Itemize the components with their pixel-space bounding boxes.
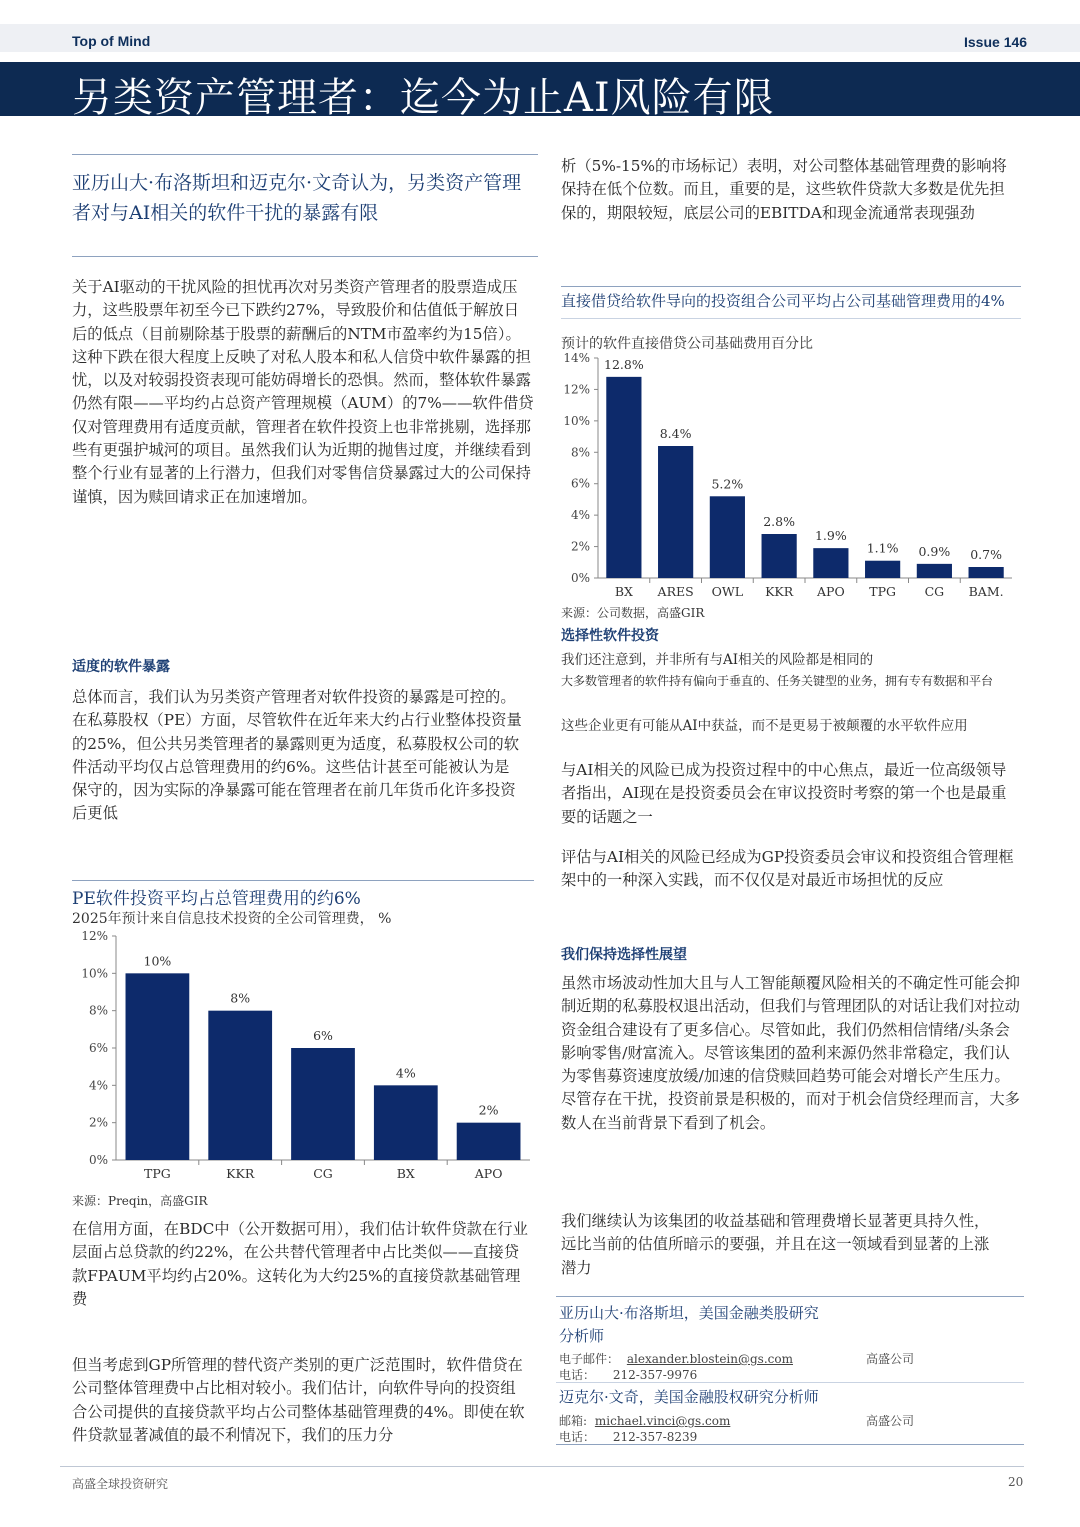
bullet-text: 大多数管理者的软件持有偏向于垂直的、任务关键型的业务，拥有专有数据和平台: [561, 674, 994, 688]
email-label: 电子邮件：: [559, 1352, 620, 1366]
page-number: 20: [1008, 1475, 1024, 1489]
y-tick-label: 0%: [570, 571, 590, 585]
data-label: 8.4%: [659, 426, 692, 441]
phone-label: 电话：: [559, 1430, 596, 1444]
phone-number: 212-357-9976: [612, 1368, 698, 1382]
x-tick-label: TPG: [869, 584, 896, 599]
section-heading: 选择性软件投资: [561, 627, 659, 643]
paragraph: 虽然市场波动性加大且与人工智能颠覆风险相关的不确定性可能会抑制近期的私募股权退出活动，但我们与管理团队的对话让我们对拉动资金组合建设有了更多信心。尽管如此，我们仍然相信情绪/头条会影响零售/财富流入。尽管该集团的盈利来源仍然非常稳定，我们认为零售募资速度放缓/加速的信贷赎回趋势可能会对增长产生压力。尽管存在干扰，投资前景是积极的，而对于机会信贷经理而言，大多数人在当前背景下看到了机会。: [561, 974, 1020, 1132]
bar-apo: [813, 548, 848, 578]
email-row: [559, 1350, 793, 1367]
bullet-text: 这些企业更有可能从AI中获益，而不是更易于被颠覆的水平软件应用: [561, 718, 968, 734]
data-label: 1.9%: [814, 528, 847, 544]
y-tick-label: 10%: [81, 966, 108, 981]
y-tick-label: 12%: [81, 929, 108, 943]
data-label: 4%: [395, 1065, 416, 1081]
data-label: 1.1%: [866, 540, 899, 556]
contact-name: 亚历山大·布洛斯坦，美国金融类股研究: [559, 1304, 819, 1322]
bar-owl: [710, 496, 745, 578]
bar-bam: [969, 567, 1004, 578]
bar-bx: [606, 377, 641, 578]
firm-name: 高盛公司: [866, 1352, 915, 1366]
x-tick-label: BAM.: [968, 584, 1004, 599]
section-heading: 适度的软件暴露: [72, 658, 170, 674]
x-tick-label: APO: [817, 584, 845, 599]
chart-source: 来源：Preqin，高盛GIR: [72, 1194, 208, 1208]
firm-name: 高盛公司: [866, 1414, 915, 1428]
bar-bx: [374, 1085, 438, 1160]
y-tick-label: 4%: [88, 1078, 108, 1093]
paragraph: 析（5%-15%的市场标记）表明，对公司整体基础管理费的影响将保持在低个位数。而且，重要的是，这些软件贷款大多数是优先担保的，期限较短，底层公司的EBITDA和现金流通常表现强劲: [561, 157, 1007, 222]
top-bar: [0, 24, 1080, 52]
pe-software-fee-chart: [60, 924, 540, 1190]
paragraph: 在信用方面，在BDC中（公开数据可用），我们估计软件贷款在行业层面占总贷款的约22%，在公共替代管理者中占比类似——直接贷款FPAUM平均约占20%。这转化为大约25%的直接贷款基础管理费: [72, 1220, 528, 1308]
data-label: 12.8%: [604, 356, 644, 372]
direct-lending-fee-chart: [556, 348, 1026, 604]
bar-ares: [658, 446, 693, 578]
bar-kkr: [208, 1011, 272, 1160]
y-tick-label: 10%: [563, 413, 590, 428]
email-row: [559, 1412, 730, 1429]
y-tick-label: 4%: [570, 508, 590, 523]
divider: [561, 318, 1021, 319]
issue-number: Issue 146: [964, 34, 1028, 50]
x-tick-label: OWL: [711, 584, 744, 599]
divider: [72, 880, 534, 881]
y-tick-label: 14%: [563, 351, 590, 365]
x-tick-label: ARES: [657, 584, 694, 599]
intro-summary: 亚历山大·布洛斯坦和迈克尔·文奇认为，另类资产管理者对与AI相关的软件干扰的暴露有限: [72, 172, 522, 224]
phone-label: 电话：: [559, 1368, 596, 1382]
x-tick-label: CG: [924, 584, 945, 599]
y-tick-label: 6%: [570, 476, 590, 491]
x-tick-label: CG: [313, 1166, 333, 1181]
data-label: 0.9%: [918, 543, 951, 559]
x-tick-label: APO: [474, 1166, 503, 1181]
y-tick-label: 8%: [570, 445, 590, 460]
y-tick-label: 2%: [570, 539, 590, 554]
divider: [561, 286, 1021, 287]
footer-rule: [60, 1466, 1024, 1467]
page-title: 另类资产管理者：迄今为止AI风险有限: [72, 75, 775, 121]
chart-title: 直接借贷给软件导向的投资组合公司平均占公司基础管理费用的4%: [561, 292, 1005, 310]
bar-tpg: [126, 973, 190, 1160]
data-label: 0.7%: [970, 547, 1003, 562]
divider: [72, 154, 538, 155]
bar-tpg: [865, 561, 900, 578]
paragraph: 总体而言，我们认为另类资产管理者对软件投资的暴露是可控的。在私募股权（PE）方面，尽管软件在近年来大约占行业整体投资量的25%，但公共另类管理者的暴露则更为适度，私募股权公司的软件活动平均仅占总管理费用的约6%。这些估计甚至可能被认为是保守的，因为实际的净暴露可能在管理者在前几年货币化许多投资后更低: [72, 688, 522, 823]
chart-title: PE软件投资平均占总管理费用的约6%: [72, 889, 361, 909]
y-tick-label: 0%: [88, 1153, 108, 1167]
x-tick-label: BX: [614, 584, 633, 599]
data-label: 6%: [313, 1028, 333, 1043]
y-tick-label: 6%: [88, 1041, 108, 1055]
chart-source: 来源：公司数据，高盛GIR: [561, 606, 705, 620]
paragraph: 关于AI驱动的干扰风险的担忧再次对另类资产管理者的股票造成压力，这些股票年初至今已下跌约27%，导致股价和估值低于解放日后的低点（目前剔除基于股票的薪酬后的NTM市盈率约为15倍）。这种下跌在很大程度上反映了对私人股本和私人信贷中软件暴露的担忧，以及对较弱投资表现可能妨碍增长的恐惧。然而，整体软件暴露仍然有限——平均约占总资产管理规模（AUM）的7%——软件借贷仅对管理费用有适度贡献，管理者在软件投资上也非常挑剔，选择那些有更强护城河的项目。虽然我们认为近期的抛售过度，并继续看到整个行业有显著的上行潜力，但我们对零售信贷暴露过大的公司保持谨慎，因为赎回请求正在加速增加。: [72, 278, 534, 506]
phone-number: 212-357-8239: [612, 1430, 698, 1444]
divider: [72, 256, 538, 257]
email-label: 邮箱:: [559, 1414, 588, 1428]
section-heading: 我们保持选择性展望: [561, 946, 687, 962]
contact-name: 迈克尔·文奇，美国金融股权研究分析师: [559, 1388, 819, 1406]
bar-cg: [291, 1048, 355, 1160]
x-tick-label: KKR: [765, 584, 794, 599]
y-tick-label: 12%: [563, 382, 590, 397]
y-tick-label: 8%: [88, 1003, 108, 1018]
chart-subtitle: 2025年预计来自信息技术投资的全公司管理费， %: [72, 911, 392, 927]
divider: [556, 1382, 1024, 1383]
phone-row: [559, 1428, 697, 1445]
footer-text: 高盛全球投资研究: [72, 1477, 169, 1491]
email-link[interactable]: michael.vinci@gs.com: [594, 1414, 731, 1428]
paragraph: 但当考虑到GP所管理的替代资产类别的更广泛范围时，软件借贷在公司整体管理费中占比相对较小。我们估计，向软件导向的投资组合公司提供的直接贷款平均占公司整体基础管理费的4%。即使在软件贷款显著减值的最不利情况下，我们的压力分: [72, 1356, 525, 1444]
x-tick-label: KKR: [226, 1166, 255, 1181]
data-label: 5.2%: [711, 476, 744, 492]
data-label: 8%: [230, 990, 251, 1006]
paragraph: 评估与AI相关的风险已经成为GP投资委员会审议和投资组合管理框架中的一种深入实践，而不仅仅是对最近市场担忧的反应: [561, 848, 1014, 890]
paragraph: 与AI相关的风险已成为投资过程中的中心焦点，最近一位高级领导者指出，AI现在是投资委员会在审议投资时考察的第一个也是最重要的话题之一: [561, 761, 1007, 826]
x-tick-label: TPG: [144, 1166, 171, 1181]
data-label: 2.8%: [763, 514, 796, 529]
bar-cg: [917, 564, 952, 578]
data-label: 2%: [478, 1102, 499, 1118]
divider: [556, 1444, 1024, 1445]
publication-name: Top of Mind: [72, 33, 151, 49]
divider: [556, 1296, 1024, 1297]
email-link[interactable]: alexander.blostein@gs.com: [626, 1352, 793, 1366]
paragraph: 我们继续认为该集团的收益基础和管理费增长显著更具持久性，远比当前的估值所暗示的要强，并且在这一领域看到显著的上涨潜力: [561, 1212, 990, 1277]
data-label: 10%: [143, 953, 172, 969]
x-tick-label: BX: [396, 1166, 415, 1181]
y-tick-label: 2%: [88, 1115, 108, 1130]
chart-subtitle: 预计的软件直接借贷公司基础费用百分比: [561, 336, 813, 352]
bullet-text: 我们还注意到，并非所有与AI相关的风险都是相同的: [561, 652, 874, 668]
bar-kkr: [762, 534, 797, 578]
phone-row: [559, 1366, 697, 1383]
contact-title: 分析师: [559, 1327, 605, 1345]
bar-apo: [457, 1123, 521, 1160]
